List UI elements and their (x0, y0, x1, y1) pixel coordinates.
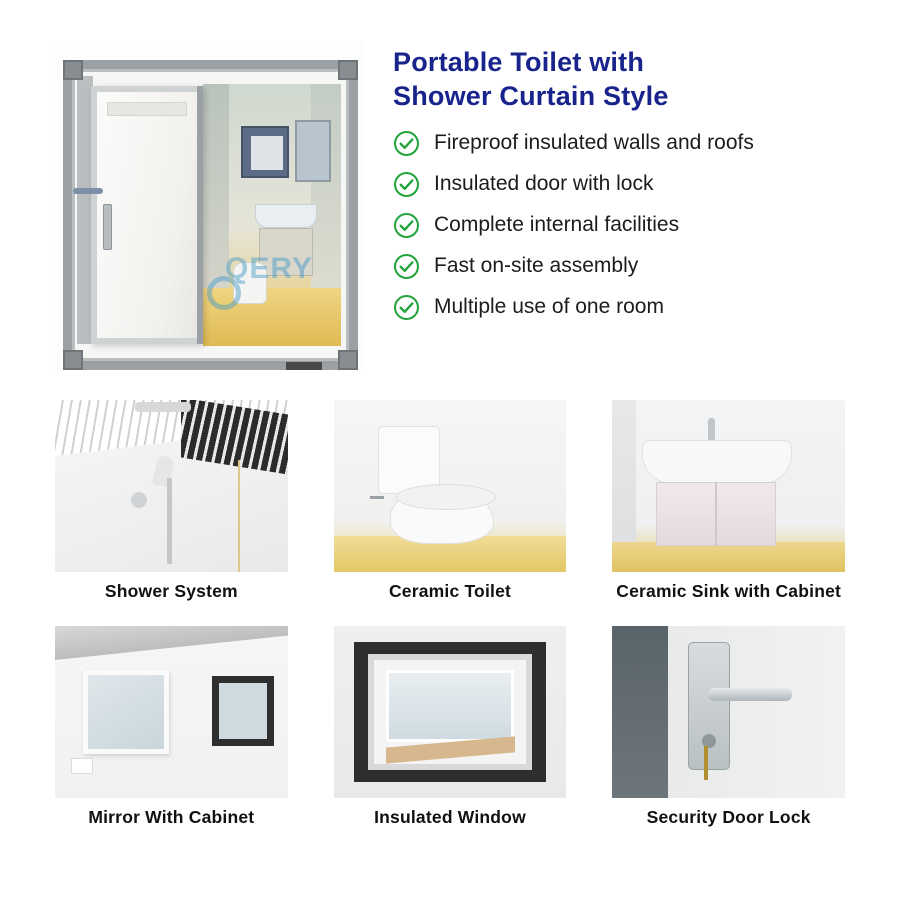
door-lever-handle-icon (708, 688, 792, 701)
security-door-lock-photo (612, 626, 845, 798)
check-circle-icon (393, 171, 420, 198)
bullet-label: Insulated door with lock (434, 172, 654, 196)
interior-sink (255, 204, 317, 228)
wall-seam (238, 460, 240, 572)
feature-grid (0, 400, 900, 846)
feature-cell (55, 400, 288, 620)
watermark-ring-icon (207, 276, 241, 310)
corner-casting-bottom-right (338, 350, 358, 370)
corner-casting-top-left (63, 60, 83, 80)
ceramic-toilet-photo (334, 400, 567, 572)
bullet-label: Fast on-site assembly (434, 254, 639, 278)
cabinet-door-split (715, 482, 717, 546)
floor-strip (612, 542, 845, 572)
container-unit-illustration (63, 60, 358, 370)
feature-caption: Shower System (104, 581, 238, 601)
interior-cabinet (241, 126, 289, 178)
bullet-label: Complete internal facilities (434, 213, 680, 237)
window-glass (386, 670, 515, 742)
feature-caption: Security Door Lock (646, 807, 811, 827)
feature-cell (612, 626, 845, 846)
window-frame (212, 676, 274, 746)
feature-caption: Insulated Window (374, 807, 526, 827)
unit-door (91, 86, 203, 344)
toilet-seat (396, 484, 496, 510)
bullet-label: Multiple use of one room (434, 295, 664, 319)
bullet-item (393, 294, 870, 321)
check-circle-icon (393, 253, 420, 280)
check-circle-icon (393, 212, 420, 239)
feature-bullet-list (393, 130, 870, 321)
headline-line-2: Shower Curtain Style (393, 80, 669, 111)
door-jamb (612, 626, 668, 798)
door-top-panel (107, 102, 187, 116)
headline-line-1: Portable Toilet with (393, 47, 645, 77)
rain-shower-head-icon (135, 402, 191, 412)
door-edge (197, 86, 203, 344)
shower-valve-icon (131, 492, 147, 508)
mirror-cabinet-photo (55, 626, 288, 798)
door-handle-icon (73, 188, 103, 194)
page-title (393, 46, 870, 114)
lock-plate (688, 642, 730, 770)
power-socket-icon (71, 758, 93, 774)
ceiling-panel (55, 626, 288, 660)
ceramic-sink-cabinet-photo (612, 400, 845, 572)
hero-product-image (55, 40, 365, 370)
check-circle-icon (393, 294, 420, 321)
shower-system-photo (55, 400, 288, 572)
bullet-item (393, 253, 870, 280)
copy-column (393, 40, 870, 370)
corner-casting-bottom-left (63, 350, 83, 370)
feature-cell (55, 626, 288, 846)
mirror-cabinet (83, 670, 169, 754)
feature-cell (334, 626, 567, 846)
feature-caption: Ceramic Toilet (388, 581, 512, 601)
corner-casting-top-right (338, 60, 358, 80)
bullet-label: Fireproof insulated walls and roofs (434, 131, 754, 155)
feature-cell (612, 400, 845, 620)
door-lock-plate-icon (103, 204, 112, 250)
sink-basin (642, 440, 792, 484)
shower-rail (167, 478, 172, 564)
bullet-item (393, 171, 870, 198)
insulated-window-photo (334, 626, 567, 798)
feature-cell (334, 400, 567, 620)
bullet-item (393, 212, 870, 239)
interior-vanity (259, 228, 313, 276)
check-circle-icon (393, 130, 420, 157)
water-supply-line (370, 496, 384, 499)
feature-caption: Mirror With Cabinet (88, 807, 255, 827)
floor-vent (286, 362, 322, 370)
ceiling-dark-panels (181, 400, 288, 474)
key-in-lock (704, 746, 708, 780)
feature-caption: Ceramic Sink with Cabinet (616, 581, 842, 601)
interior-mirror (295, 120, 331, 182)
hero-section (0, 0, 900, 370)
watermark-text: QERY (225, 252, 313, 285)
bullet-item (393, 130, 870, 157)
